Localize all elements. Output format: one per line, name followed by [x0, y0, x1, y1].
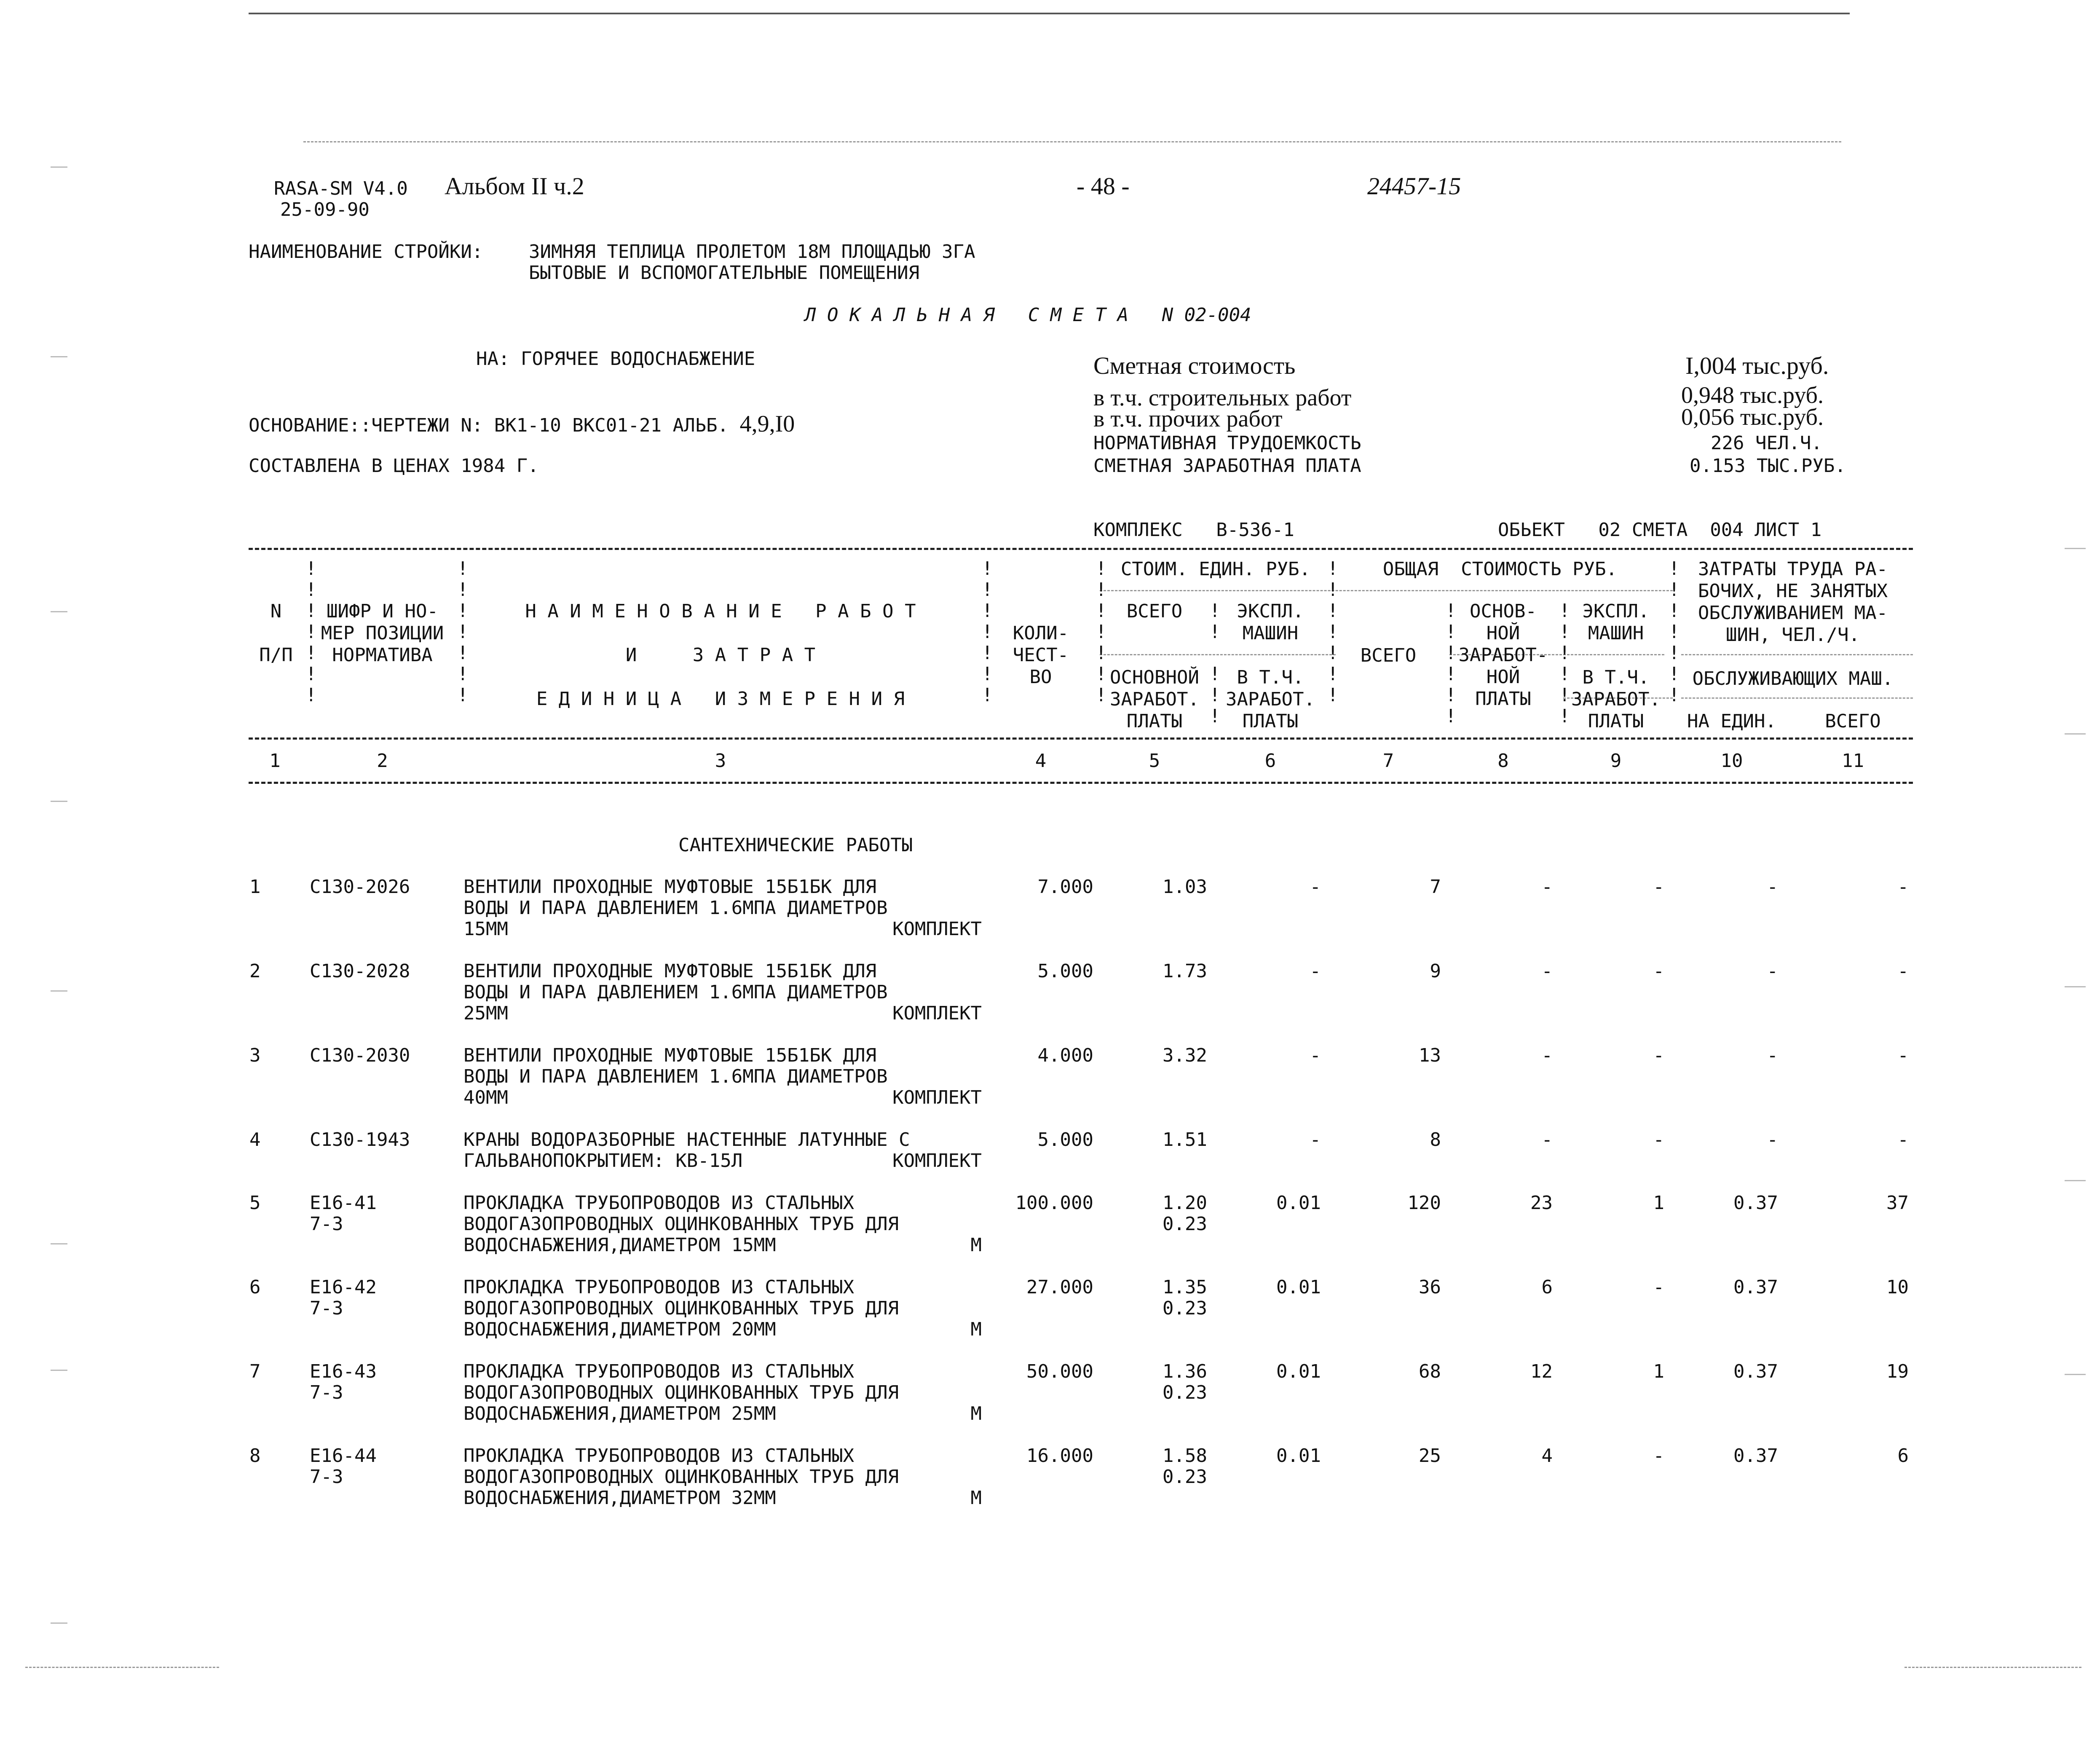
row-unit-cost: 0.23 — [1162, 1298, 1207, 1319]
table-header-bottom-rule — [249, 737, 1913, 740]
col3-header-line: Н А И М Е Н О В А Н И Е Р А Б О Т — [525, 601, 916, 622]
row-code: 7-3 — [310, 1213, 343, 1235]
row-code: Е16-43 — [310, 1361, 377, 1382]
unit-total-header: ВСЕГО — [1126, 601, 1183, 622]
labor-header-line: ШИН, ЧЕЛ./Ч. — [1726, 624, 1860, 646]
row-unit-mach: - — [1310, 1045, 1321, 1066]
row-unit-cost: 1.51 — [1162, 1129, 1207, 1150]
labor-header-line: ЗАТРАТЫ ТРУДА РА- — [1698, 558, 1888, 580]
total-wage-header — [1449, 601, 1557, 710]
row-work-name: ПРОКЛАДКА ТРУБОПРОВОДОВ ИЗ СТАЛЬНЫХ — [463, 1361, 854, 1382]
total-wage-header-line: НОЙ — [1486, 622, 1520, 644]
total-wage-header-line: ОСНОВ- — [1470, 601, 1537, 622]
unit-mach-wage-header-line: ПЛАТЫ — [1242, 711, 1299, 732]
row-code: 7-3 — [310, 1298, 343, 1319]
row-labor-total: 10 — [1886, 1276, 1909, 1298]
column-numbers-bottom-rule — [249, 782, 1913, 784]
labor-header-line: БОЧИХ, НЕ ЗАНЯТЫХ — [1698, 580, 1888, 602]
row-work-name: ВЕНТИЛИ ПРОХОДНЫЕ МУФТОВЫЕ 15Б1БК ДЛЯ — [463, 876, 877, 898]
margin-tick — [51, 611, 67, 612]
total-wage-header-line: ЗАРАБОТ- — [1458, 644, 1548, 666]
row-work-name: ВОДЫ И ПАРА ДАВЛЕНИЕМ 1.6МПА ДИАМЕТРОВ — [463, 981, 888, 1003]
margin-tick — [51, 1370, 67, 1371]
section-title: САНТЕХНИЧЕСКИЕ РАБОТЫ — [678, 834, 913, 856]
row-number: 3 — [249, 1045, 261, 1066]
col2-header-line: МЕР ПОЗИЦИИ — [321, 622, 444, 644]
total-mach-header-line: МАШИН — [1588, 622, 1644, 644]
row-unit-cost: 1.35 — [1162, 1276, 1207, 1298]
basis-albums: 4,9,I0 — [739, 411, 795, 437]
margin-tick — [51, 801, 67, 802]
total-mach-wage-header-line: ПЛАТЫ — [1588, 711, 1644, 732]
row-labor-total: 37 — [1886, 1192, 1909, 1214]
header-separators: ! ! ! ! ! ! ! — [982, 558, 993, 706]
unit-mach-header — [1216, 601, 1325, 644]
row-unit-mach: 0.01 — [1276, 1445, 1321, 1467]
complex-code: КОМПЛЕКС В-536-1 — [1093, 519, 1294, 541]
object-estimate-sheet: ОБЬЕКТ 02 СМЕТА 004 ЛИСТ 1 — [1498, 519, 1822, 541]
row-unit-cost: 1.20 — [1162, 1192, 1207, 1214]
margin-tick — [51, 990, 67, 992]
total-mach-header-line: ЭКСПЛ. — [1582, 601, 1650, 622]
row-total-cost: 25 — [1419, 1445, 1441, 1467]
row-labor-total: - — [1897, 960, 1909, 982]
row-quantity: 50.000 — [1026, 1361, 1093, 1382]
table-top-rule — [249, 548, 1913, 550]
row-labor-unit: - — [1767, 1045, 1778, 1066]
summary-cost-value: I,004 тыс.руб. — [1685, 352, 1829, 379]
header-separators: ! ! ! ! ! — [1209, 600, 1221, 727]
row-total-cost: 9 — [1430, 960, 1441, 982]
row-quantity: 4.000 — [1037, 1045, 1093, 1066]
row-total-mach: - — [1653, 1276, 1664, 1298]
row-unit-cost: 0.23 — [1162, 1466, 1207, 1488]
row-work-name: ВЕНТИЛИ ПРОХОДНЫЕ МУФТОВЫЕ 15Б1БК ДЛЯ — [463, 1045, 877, 1066]
row-work-name: КРАНЫ ВОДОРАЗБОРНЫЕ НАСТЕННЫЕ ЛАТУННЫЕ С — [463, 1129, 910, 1150]
labor-header-line: ОБСЛУЖИВАНИЕМ МА- — [1698, 602, 1888, 624]
row-work-name: ВОДОСНАБЖЕНИЯ,ДИАМЕТРОМ 25ММ — [463, 1403, 776, 1424]
header-separators: ! ! ! ! ! ! ! — [1327, 558, 1339, 706]
row-labor-unit: - — [1767, 1129, 1778, 1150]
row-code: С130-2030 — [310, 1045, 410, 1066]
row-code: С130-1943 — [310, 1129, 410, 1150]
page-number: - 48 - — [1077, 172, 1130, 200]
album-label: Альбом II ч.2 — [445, 172, 584, 200]
row-number: 5 — [249, 1192, 261, 1214]
row-total-mach: - — [1653, 1445, 1664, 1467]
row-unit-cost: 0.23 — [1162, 1382, 1207, 1403]
estimate-basis — [249, 410, 795, 437]
row-work-name: ВОДОГАЗОПРОВОДНЫХ ОЦИНКОВАННЫХ ТРУБ ДЛЯ — [463, 1382, 899, 1403]
row-total-wage: 23 — [1530, 1192, 1553, 1214]
labor-unit-header: НА ЕДИН. — [1687, 711, 1776, 732]
page-bottom-left-dash — [25, 1667, 219, 1668]
row-unit-cost: 0.23 — [1162, 1213, 1207, 1235]
row-unit: КОМПЛЕКТ — [892, 918, 982, 940]
row-total-cost: 36 — [1419, 1276, 1441, 1298]
row-total-wage: - — [1541, 1129, 1553, 1150]
summary-other-label: в т.ч. прочих работ — [1093, 406, 1283, 432]
unit-mach-wage-header-line: ЗАРАБОТ. — [1226, 689, 1315, 710]
row-labor-total: - — [1897, 1045, 1909, 1066]
margin-tick — [2065, 1374, 2086, 1375]
row-quantity: 7.000 — [1037, 876, 1093, 898]
page-bottom-right-dash — [1904, 1667, 2081, 1668]
row-quantity: 5.000 — [1037, 1129, 1093, 1150]
header-separators: ! ! ! ! ! ! ! — [1096, 558, 1107, 706]
column-number: 11 — [1842, 750, 1864, 772]
row-work-name: ВОДОГАЗОПРОВОДНЫХ ОЦИНКОВАННЫХ ТРУБ ДЛЯ — [463, 1213, 899, 1235]
column-number: 1 — [269, 750, 281, 772]
row-code: С130-2026 — [310, 876, 410, 898]
total-all-header: ВСЕГО — [1360, 645, 1417, 666]
project-name-line2: БЫТОВЫЕ И ВСПОМОГАТЕЛЬНЫЕ ПОМЕЩЕНИЯ — [529, 262, 920, 284]
total-wage-header-line: ПЛАТЫ — [1475, 688, 1531, 710]
margin-tick — [51, 1622, 67, 1624]
row-unit-mach: 0.01 — [1276, 1192, 1321, 1214]
row-code: Е16-42 — [310, 1276, 377, 1298]
row-unit-cost: 1.58 — [1162, 1445, 1207, 1467]
col4-header-line: ВО — [1029, 666, 1052, 688]
header-separators: ! ! ! ! ! ! ! — [1669, 558, 1680, 706]
row-unit: М — [970, 1234, 982, 1256]
row-code: Е16-41 — [310, 1192, 377, 1214]
unit-wage-header — [1102, 667, 1207, 732]
column-number: 10 — [1720, 750, 1743, 772]
row-unit-mach: 0.01 — [1276, 1276, 1321, 1298]
col4-header-line: КОЛИ- — [1012, 622, 1069, 644]
row-total-wage: 6 — [1541, 1276, 1553, 1298]
margin-tick — [2065, 986, 2086, 987]
row-total-cost: 68 — [1419, 1361, 1441, 1382]
margin-tick — [2065, 548, 2086, 549]
row-unit-mach: - — [1310, 960, 1321, 982]
col3-header — [463, 601, 978, 710]
row-unit: КОМПЛЕКТ — [892, 1150, 982, 1172]
row-work-name: ВОДОСНАБЖЕНИЯ,ДИАМЕТРОМ 20ММ — [463, 1319, 776, 1340]
row-work-name: ПРОКЛАДКА ТРУБОПРОВОДОВ ИЗ СТАЛЬНЫХ — [463, 1276, 854, 1298]
row-labor-unit: - — [1767, 960, 1778, 982]
unit-mach-wage-header-line: В Т.Ч. — [1237, 667, 1304, 688]
col3-header-line: Е Д И Н И Ц А И З М Е Р Е Н И Я — [536, 688, 905, 710]
row-total-cost: 7 — [1430, 876, 1441, 898]
row-work-name: ВОДОСНАБЖЕНИЯ,ДИАМЕТРОМ 32ММ — [463, 1487, 776, 1509]
row-code: Е16-44 — [310, 1445, 377, 1467]
margin-tick — [51, 166, 67, 168]
unit-mach-wage-header — [1216, 667, 1325, 732]
row-number: 2 — [249, 960, 261, 982]
total-mach-wage-header-line: ЗАРАБОТ. — [1571, 689, 1661, 710]
row-total-cost: 120 — [1407, 1192, 1441, 1214]
page-top-dash — [303, 141, 1841, 142]
project-name-label: НАИМЕНОВАНИЕ СТРОЙКИ: — [249, 241, 483, 263]
row-unit-cost: 1.36 — [1162, 1361, 1207, 1382]
header-separators: ! ! ! ! ! ! — [1559, 600, 1570, 727]
labor-header-line: ОБСЛУЖИВАЮЩИХ МАШ. — [1692, 668, 1894, 689]
summary-wage-value: 0.153 ТЫС.РУБ. — [1690, 455, 1846, 477]
row-work-name: 40ММ — [463, 1087, 508, 1108]
row-total-mach: - — [1653, 1045, 1664, 1066]
row-number: 6 — [249, 1276, 261, 1298]
row-unit-mach: 0.01 — [1276, 1361, 1321, 1382]
col3-header-line: И З А Т Р А Т — [625, 644, 816, 666]
row-total-wage: - — [1541, 960, 1553, 982]
row-labor-unit: 0.37 — [1733, 1361, 1778, 1382]
row-total-mach: - — [1653, 960, 1664, 982]
project-name-line1: ЗИМНЯЯ ТЕПЛИЦА ПРОЛЕТОМ 18М ПЛОЩАДЬЮ 3ГА — [529, 241, 975, 263]
margin-tick — [51, 356, 67, 357]
row-number: 4 — [249, 1129, 261, 1150]
row-work-name: ПРОКЛАДКА ТРУБОПРОВОДОВ ИЗ СТАЛЬНЫХ — [463, 1445, 854, 1467]
summary-labor-value: 226 ЧЕЛ.Ч. — [1711, 432, 1822, 454]
col2-header — [310, 601, 455, 666]
total-mach-header — [1565, 601, 1666, 644]
row-work-name: ВОДОСНАБЖЕНИЯ,ДИАМЕТРОМ 15ММ — [463, 1234, 776, 1256]
column-number: 6 — [1264, 750, 1276, 772]
row-code: 7-3 — [310, 1466, 343, 1488]
row-total-wage: 4 — [1541, 1445, 1553, 1467]
row-number: 7 — [249, 1361, 261, 1382]
column-number: 5 — [1149, 750, 1160, 772]
margin-tick — [2065, 733, 2086, 735]
labor-header — [1675, 558, 1911, 690]
column-number: 3 — [715, 750, 726, 772]
row-work-name: ВОДЫ И ПАРА ДАВЛЕНИЕМ 1.6МПА ДИАМЕТРОВ — [463, 1066, 888, 1087]
header-separators: ! ! ! ! ! ! ! — [457, 558, 469, 706]
unit-cost-header: СТОИМ. ЕДИН. РУБ. — [1120, 558, 1311, 580]
total-mach-wage-header-line: В Т.Ч. — [1582, 667, 1650, 688]
summary-other-value: 0,056 тыс.руб. — [1681, 404, 1824, 430]
row-labor-unit: 0.37 — [1733, 1276, 1778, 1298]
row-total-wage: - — [1541, 876, 1553, 898]
column-number: 4 — [1035, 750, 1047, 772]
row-unit-cost: 1.03 — [1162, 876, 1207, 898]
row-code: 7-3 — [310, 1382, 343, 1403]
row-unit: М — [970, 1487, 982, 1509]
row-work-name: 25ММ — [463, 1003, 508, 1024]
summary-wage-label: СМЕТНАЯ ЗАРАБОТНАЯ ПЛАТА — [1093, 455, 1361, 477]
margin-tick — [51, 1243, 67, 1244]
total-wage-header-line: НОЙ — [1486, 666, 1520, 688]
row-total-mach: - — [1653, 1129, 1664, 1150]
row-labor-total: 19 — [1886, 1361, 1909, 1382]
col1-header-line: N — [270, 601, 282, 622]
row-total-cost: 13 — [1419, 1045, 1441, 1066]
total-cost-header: ОБЩАЯ СТОИМОСТЬ РУБ. — [1382, 558, 1618, 580]
column-number: 8 — [1497, 750, 1509, 772]
row-work-name: 15ММ — [463, 918, 508, 940]
row-work-name: ВОДОГАЗОПРОВОДНЫХ ОЦИНКОВАННЫХ ТРУБ ДЛЯ — [463, 1298, 899, 1319]
unit-mach-header-line: МАШИН — [1242, 622, 1299, 644]
column-number: 7 — [1382, 750, 1394, 772]
header-separators: ! ! ! ! ! ! — [1445, 600, 1457, 727]
row-number: 8 — [249, 1445, 261, 1467]
column-number: 9 — [1610, 750, 1622, 772]
row-unit: М — [970, 1319, 982, 1340]
row-unit: КОМПЛЕКТ — [892, 1087, 982, 1108]
summary-cost-label: Сметная стоимость — [1093, 352, 1296, 379]
col4-header — [988, 622, 1093, 688]
row-work-name: ГАЛЬВАНОПОКРЫТИЕМ: КВ-15Л — [463, 1150, 743, 1172]
row-labor-total: 6 — [1897, 1445, 1909, 1467]
basis-drawings: ОСНОВАНИЕ::ЧЕРТЕЖИ N: ВК1-10 ВКС01-21 АЛЬБ. — [249, 415, 729, 436]
row-number: 1 — [249, 876, 261, 898]
row-total-mach: 1 — [1653, 1192, 1664, 1214]
row-unit-mach: - — [1310, 876, 1321, 898]
row-total-wage: - — [1541, 1045, 1553, 1066]
row-code: С130-2028 — [310, 960, 410, 982]
row-unit-mach: - — [1310, 1129, 1321, 1150]
labor-total-header: ВСЕГО — [1825, 711, 1881, 732]
row-labor-unit: 0.37 — [1733, 1445, 1778, 1467]
row-total-wage: 12 — [1530, 1361, 1553, 1382]
row-work-name: ВЕНТИЛИ ПРОХОДНЫЕ МУФТОВЫЕ 15Б1БК ДЛЯ — [463, 960, 877, 982]
summary-construction-value: 0,948 тыс.руб. — [1681, 382, 1824, 408]
header-separators: ! ! ! ! ! ! ! — [305, 558, 317, 706]
labor-bottom-divider — [1681, 697, 1913, 699]
row-unit-cost: 1.73 — [1162, 960, 1207, 982]
estimate-for: НА: ГОРЯЧЕЕ ВОДОСНАБЖЕНИЕ — [476, 348, 755, 370]
unit-wage-header-line: ЗАРАБОТ. — [1110, 689, 1199, 710]
col4-header-line: ЧЕСТ- — [1012, 644, 1069, 666]
row-labor-unit: - — [1767, 876, 1778, 898]
row-work-name: ПРОКЛАДКА ТРУБОПРОВОДОВ ИЗ СТАЛЬНЫХ — [463, 1192, 854, 1214]
row-total-mach: - — [1653, 876, 1664, 898]
col2-header-line: НОРМАТИВА — [332, 644, 433, 666]
row-unit: М — [970, 1403, 982, 1424]
margin-tick — [2065, 1180, 2086, 1181]
row-total-cost: 8 — [1430, 1129, 1441, 1150]
price-level: СОСТАВЛЕНА В ЦЕНАХ 1984 Г. — [249, 455, 539, 477]
estimate-title: Л О К А Л Ь Н А Я С М Е Т А N 02-004 — [805, 304, 1251, 326]
row-quantity: 16.000 — [1026, 1445, 1093, 1467]
row-quantity: 27.000 — [1026, 1276, 1093, 1298]
col1-header-line: П/П — [259, 644, 293, 666]
document-code: 24457-15 — [1367, 172, 1461, 200]
unit-wage-header-line: ОСНОВНОЙ — [1110, 667, 1199, 688]
column-number: 2 — [377, 750, 388, 772]
row-labor-total: - — [1897, 876, 1909, 898]
col1-header — [249, 601, 303, 666]
summary-labor-label: НОРМАТИВНАЯ ТРУДОЕМКОСТЬ — [1093, 432, 1361, 454]
unit-mach-header-line: ЭКСПЛ. — [1237, 601, 1304, 622]
row-quantity: 100.000 — [1015, 1192, 1093, 1214]
program-date: 25-09-90 — [280, 199, 370, 220]
total-mach-wage-header — [1565, 667, 1666, 732]
program-version: RASA-SM V4.0 — [274, 178, 408, 199]
row-unit: КОМПЛЕКТ — [892, 1003, 982, 1024]
unit-cost-divider — [1100, 590, 1673, 591]
row-labor-unit: 0.37 — [1733, 1192, 1778, 1214]
row-quantity: 5.000 — [1037, 960, 1093, 982]
col2-header-line: ШИФР И НО- — [327, 601, 438, 622]
row-unit-cost: 3.32 — [1162, 1045, 1207, 1066]
row-total-mach: 1 — [1653, 1361, 1664, 1382]
summary-construction-label: в т.ч. строительных работ — [1093, 385, 1352, 411]
row-work-name: ВОДЫ И ПАРА ДАВЛЕНИЕМ 1.6МПА ДИАМЕТРОВ — [463, 897, 888, 919]
row-work-name: ВОДОГАЗОПРОВОДНЫХ ОЦИНКОВАННЫХ ТРУБ ДЛЯ — [463, 1466, 899, 1488]
page-top-edge — [249, 13, 1850, 14]
row-labor-total: - — [1897, 1129, 1909, 1150]
unit-wage-header-line: ПЛАТЫ — [1126, 711, 1183, 732]
